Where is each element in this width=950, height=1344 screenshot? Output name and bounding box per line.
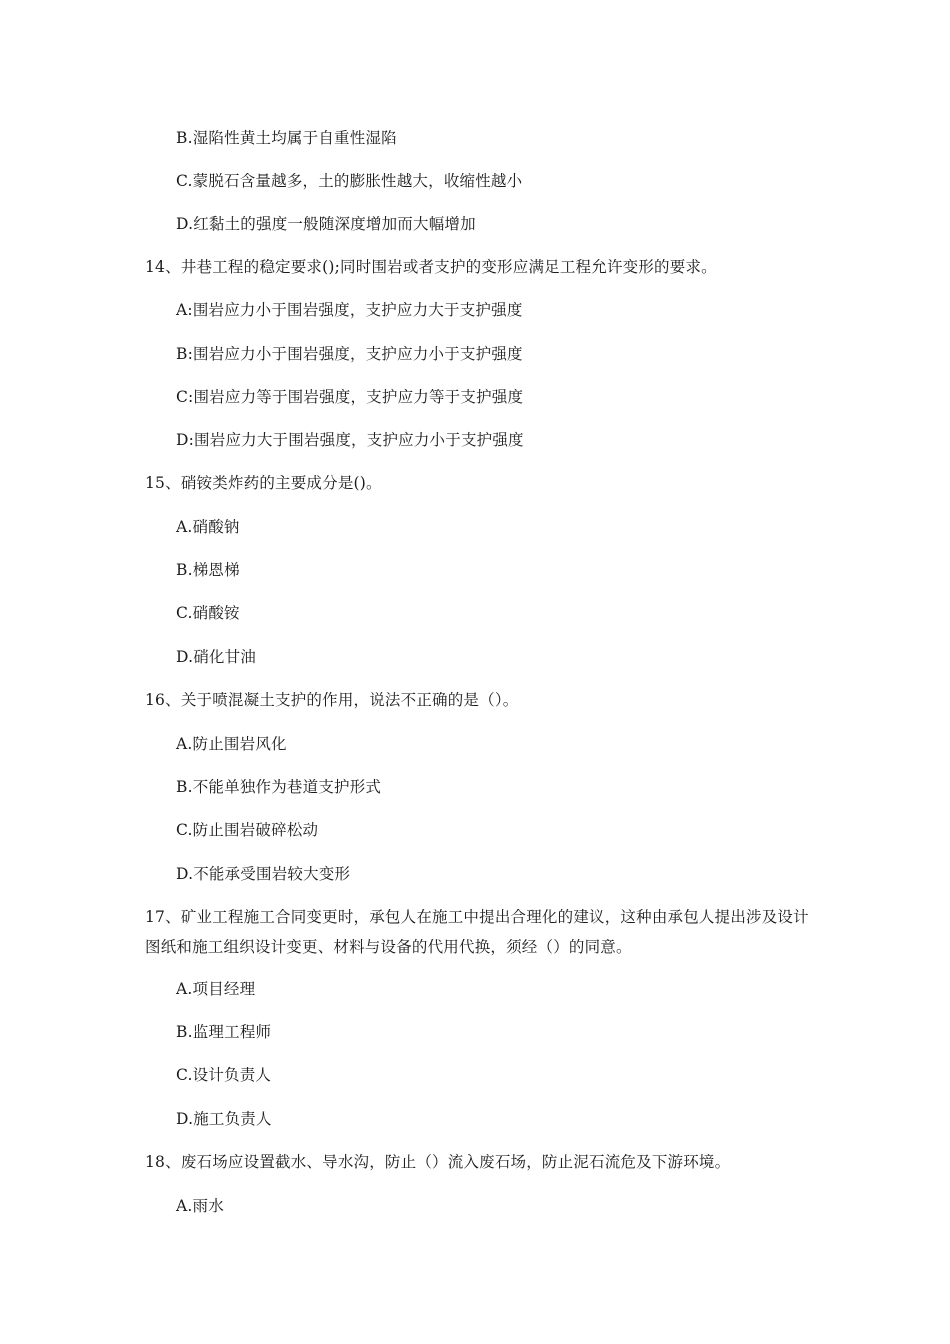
option-18-a: A.雨水 [176,1197,224,1215]
option-15-d: D.硝化甘油 [176,648,257,666]
option-13-c: C.蒙脱石含量越多，土的膨胀性越大，收缩性越小 [176,172,523,190]
question-17: 17、矿业工程施工合同变更时，承包人在施工中提出合理化的建议，这种由承包人提出涉及设计图纸和施工组织设计变更、材料与设备的代用代换，须经（）的同意。 [145,908,809,956]
option-15-b: B.梯恩梯 [176,561,240,579]
option-16-b: B.不能单独作为巷道支护形式 [176,778,382,796]
option-13-b: B.湿陷性黄土均属于自重性湿陷 [176,129,397,147]
option-13-d: D.红黏土的强度一般随深度增加而大幅增加 [176,215,476,233]
option-15-c: C.硝酸铵 [176,604,240,622]
option-14-a: A:围岩应力小于围岩强度，支护应力大于支护强度 [176,301,523,319]
option-17-c: C.设计负责人 [176,1066,272,1084]
option-14-c: C:围岩应力等于围岩强度，支护应力等于支护强度 [176,388,524,406]
option-15-a: A.硝酸钠 [176,518,240,536]
question-18: 18、废石场应设置截水、导水沟，防止（）流入废石场，防止泥石流危及下游环境。 [145,1153,731,1171]
option-14-d: D:围岩应力大于围岩强度，支护应力小于支护强度 [176,431,524,449]
option-17-d: D.施工负责人 [176,1110,272,1128]
option-16-c: C.防止围岩破碎松动 [176,821,319,839]
question-16: 16、关于喷混凝土支护的作用，说法不正确的是（）。 [145,691,519,709]
option-16-d: D.不能承受围岩较大变形 [176,865,351,883]
option-17-a: A.项目经理 [176,980,256,998]
question-15: 15、硝铵类炸药的主要成分是()。 [145,474,382,492]
question-14: 14、井巷工程的稳定要求();同时围岩或者支护的变形应满足工程允许变形的要求。 [145,258,717,276]
option-14-b: B:围岩应力小于围岩强度，支护应力小于支护强度 [176,345,523,363]
option-16-a: A.防止围岩风化 [176,735,287,753]
option-17-b: B.监理工程师 [176,1023,272,1041]
